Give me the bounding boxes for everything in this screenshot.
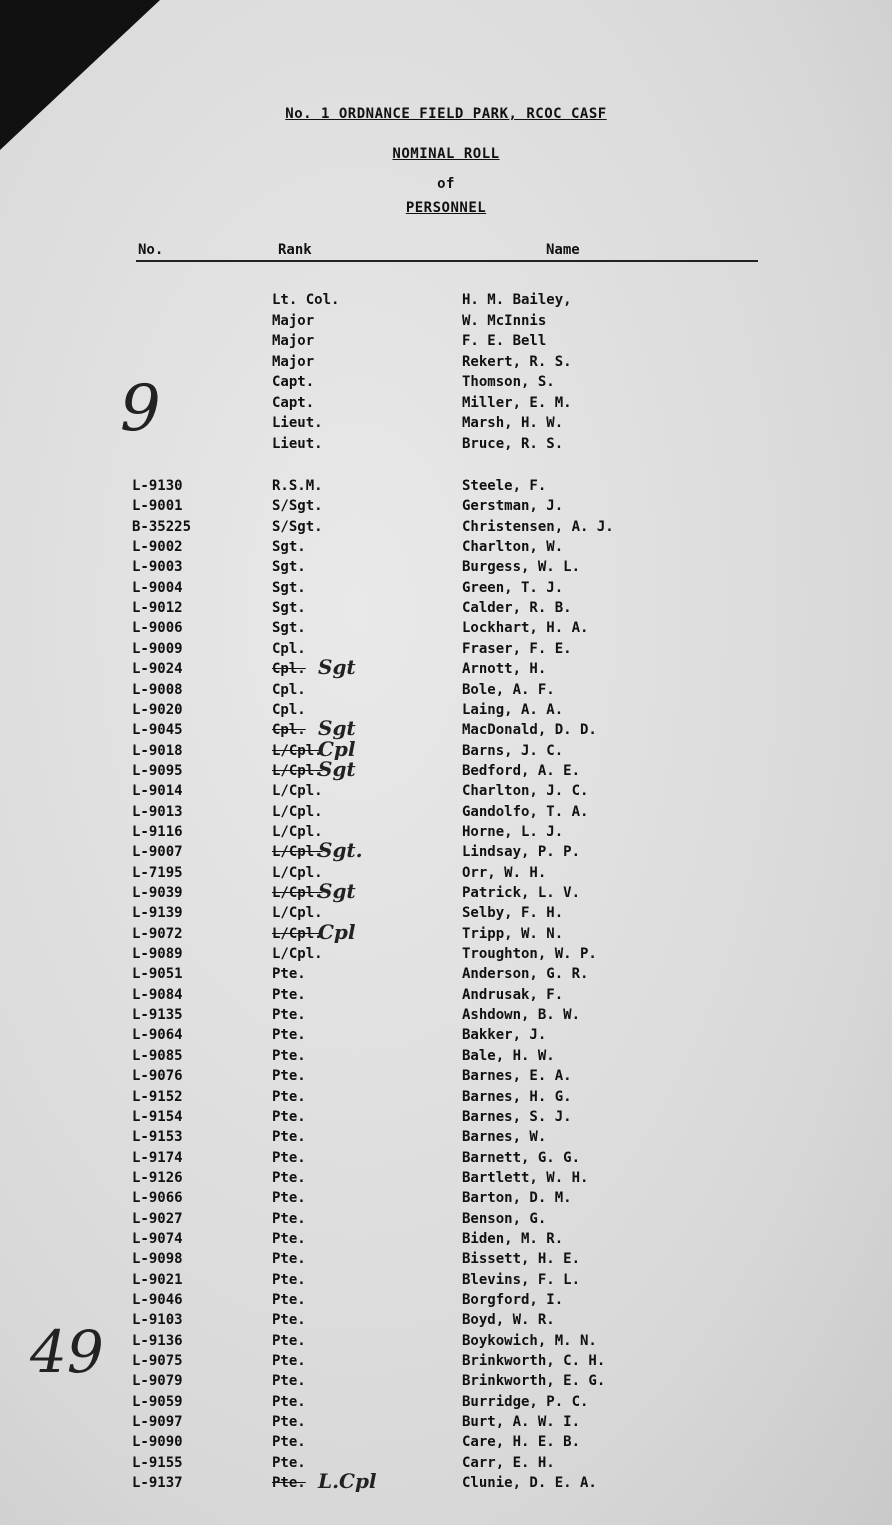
- personnel-row: [0, 1272, 892, 1292]
- service-number-cell: L-9136: [132, 1332, 183, 1349]
- name-cell: Horne, L. J.: [462, 823, 564, 840]
- scan-corner-shadow: [0, 0, 160, 150]
- name-cell: Burgess, W. L.: [462, 559, 581, 576]
- service-number-cell: L-9004: [132, 579, 183, 596]
- roll-subtitle-text: PERSONNEL: [405, 200, 487, 216]
- service-number-cell: L-9095: [132, 762, 183, 779]
- name-cell: Biden, M. R.: [462, 1230, 564, 1247]
- officer-row: [0, 436, 892, 456]
- service-number-cell: L-9014: [132, 783, 183, 800]
- service-number-cell: L-9097: [132, 1414, 183, 1431]
- rank-cell: L/Cpl.: [272, 844, 323, 861]
- rank-cell: Pte.: [272, 1454, 306, 1471]
- personnel-row: [0, 838, 892, 864]
- name-cell: Selby, F. H.: [462, 905, 564, 922]
- rank-cell: Cpl.: [272, 681, 306, 698]
- other-ranks-count-note: 49: [30, 1318, 104, 1386]
- rank-cell: Pte.: [272, 1332, 306, 1349]
- name-cell: Barton, D. M.: [462, 1190, 572, 1207]
- name-cell: Ashdown, B. W.: [462, 1007, 581, 1024]
- name-cell: Burt, A. W. I.: [462, 1414, 581, 1431]
- personnel-row: [0, 1292, 892, 1312]
- officer-row: [0, 292, 892, 312]
- service-number-cell: B-35225: [132, 518, 192, 535]
- rank-cell: Lieut.: [272, 435, 323, 452]
- personnel-row: [0, 865, 892, 885]
- name-cell: Bakker, J.: [462, 1027, 547, 1044]
- rank-cell: Pte.: [272, 1210, 306, 1227]
- service-number-cell: L-9072: [132, 925, 183, 942]
- service-number-cell: L-9076: [132, 1068, 183, 1085]
- rank-cell: Sgt.: [272, 579, 306, 596]
- name-cell: Rekert, R. S.: [462, 353, 572, 370]
- officer-row: [0, 333, 892, 353]
- personnel-row: [0, 1211, 892, 1231]
- rank-cell: L/Cpl.: [272, 864, 323, 881]
- rank-cell: Pte.: [272, 1292, 306, 1308]
- name-cell: Patrick, L. V.: [462, 885, 581, 901]
- column-header-rank: Rank: [278, 242, 312, 258]
- rank-cell: Sgt.: [272, 559, 306, 576]
- name-cell: Thomson, S.: [462, 374, 555, 390]
- personnel-row: [0, 1109, 892, 1129]
- name-cell: Orr, W. H.: [462, 864, 547, 881]
- personnel-row: [0, 478, 892, 498]
- rank-cell: L/Cpl.: [272, 762, 323, 779]
- personnel-row: [0, 1089, 892, 1109]
- name-cell: Barnes, H. G.: [462, 1088, 572, 1105]
- service-number-cell: L-9079: [132, 1373, 183, 1390]
- service-number-cell: L-9064: [132, 1027, 183, 1044]
- rank-cell: L/Cpl.: [272, 803, 323, 820]
- personnel-row: [0, 905, 892, 925]
- personnel-row: [0, 1150, 892, 1170]
- service-number-cell: L-9045: [132, 722, 183, 739]
- service-number-cell: L-9024: [132, 661, 183, 678]
- name-cell: Gandolfo, T. A.: [462, 803, 589, 820]
- service-number-cell: L-9051: [132, 966, 183, 983]
- rank-cell: R.S.M.: [272, 478, 323, 494]
- officer-row: [0, 354, 892, 374]
- service-number-cell: L-9089: [132, 946, 183, 963]
- name-cell: W. McInnis: [462, 312, 547, 329]
- personnel-row: [0, 620, 892, 640]
- personnel-row: [0, 1129, 892, 1149]
- service-number-cell: L-9018: [132, 742, 183, 759]
- rank-cell: Pte.: [272, 1353, 306, 1370]
- rank-cell: Pte.: [272, 1169, 306, 1186]
- service-number-cell: L-9084: [132, 986, 183, 1003]
- personnel-row: [0, 716, 892, 742]
- name-cell: Christensen, A. J.: [462, 518, 614, 535]
- name-cell: Calder, R. B.: [462, 600, 572, 617]
- personnel-row: [0, 1414, 892, 1434]
- rank-cell: Major: [272, 333, 315, 349]
- name-cell: Bartlett, W. H.: [462, 1169, 589, 1186]
- name-cell: Bale, H. W.: [462, 1047, 555, 1064]
- name-cell: Bissett, H. E.: [462, 1251, 581, 1268]
- rank-correction-note: L.Cpl: [318, 1469, 377, 1494]
- service-number-cell: L-9103: [132, 1312, 183, 1329]
- name-cell: Miller, E. M.: [462, 394, 572, 411]
- service-number-cell: L-9059: [132, 1393, 183, 1410]
- officer-row: [0, 313, 892, 333]
- name-cell: Burridge, P. C.: [462, 1393, 589, 1410]
- rank-cell: Pte.: [272, 1190, 306, 1207]
- personnel-row: [0, 1170, 892, 1190]
- rank-cell: Pte.: [272, 1271, 306, 1288]
- rank-correction-note: Cpl: [318, 919, 356, 944]
- service-number-cell: L-9152: [132, 1088, 183, 1105]
- service-number-cell: L-9046: [132, 1292, 183, 1308]
- service-number-cell: L-9137: [132, 1475, 183, 1492]
- rank-cell: Sgt.: [272, 600, 306, 617]
- service-number-cell: L-9116: [132, 823, 183, 840]
- personnel-row: [0, 600, 892, 620]
- rank-cell: L/Cpl.: [272, 905, 323, 922]
- officer-row: [0, 395, 892, 415]
- name-cell: Andrusak, F.: [462, 986, 564, 1003]
- personnel-row: [0, 1312, 892, 1332]
- name-cell: Anderson, G. R.: [462, 966, 589, 983]
- service-number-cell: L-9130: [132, 478, 183, 494]
- name-cell: Charlton, W.: [462, 539, 564, 556]
- service-number-cell: L-9039: [132, 885, 183, 901]
- name-cell: Brinkworth, C. H.: [462, 1353, 606, 1370]
- personnel-row: [0, 946, 892, 966]
- officer-count-note: 9: [120, 372, 161, 446]
- personnel-row: [0, 1353, 892, 1373]
- name-cell: Bole, A. F.: [462, 681, 555, 698]
- rank-cell: Sgt.: [272, 620, 306, 637]
- rank-cell: Pte.: [272, 1373, 306, 1390]
- personnel-row: [0, 1333, 892, 1353]
- name-cell: Laing, A. A.: [462, 701, 564, 718]
- service-number-cell: L-9075: [132, 1353, 183, 1370]
- name-cell: Bedford, A. E.: [462, 762, 581, 779]
- personnel-row: [0, 879, 892, 905]
- of-word: of: [437, 176, 455, 192]
- name-cell: Barnes, E. A.: [462, 1068, 572, 1085]
- personnel-row: [0, 539, 892, 559]
- rank-cell: Pte.: [272, 986, 306, 1003]
- rank-correction-note: Cpl: [318, 736, 356, 761]
- personnel-row: [0, 756, 892, 783]
- service-number-cell: L-9155: [132, 1454, 183, 1471]
- rank-cell: Pte.: [272, 1434, 306, 1451]
- name-cell: Bruce, R. S.: [462, 435, 564, 452]
- service-number-cell: L-9020: [132, 701, 183, 718]
- personnel-row: [0, 1373, 892, 1393]
- personnel-row: [0, 702, 892, 722]
- name-cell: Lindsay, P. P.: [462, 844, 581, 861]
- service-number-cell: L-9135: [132, 1007, 183, 1024]
- personnel-row: [0, 919, 892, 946]
- unit-heading: [0, 106, 892, 122]
- rank-cell: L/Cpl.: [272, 783, 323, 800]
- service-number-cell: L-9008: [132, 681, 183, 698]
- rank-cell: Pte.: [272, 1007, 306, 1024]
- service-number-cell: L-9021: [132, 1271, 183, 1288]
- rank-cell: Sgt.: [272, 539, 306, 556]
- roll-title: [0, 146, 892, 162]
- service-number-cell: L-9007: [132, 844, 183, 861]
- service-number-cell: L-9090: [132, 1434, 183, 1451]
- rank-cell: Lt. Col.: [272, 292, 340, 308]
- personnel-row: [0, 987, 892, 1007]
- personnel-row: [0, 519, 892, 539]
- rank-cell: Pte.: [272, 1312, 306, 1329]
- service-number-cell: L-9139: [132, 905, 183, 922]
- rank-cell: S/Sgt.: [272, 498, 323, 515]
- personnel-row: [0, 824, 892, 844]
- name-cell: Fraser, F. E.: [462, 640, 572, 657]
- rank-cell: Pte.: [272, 1088, 306, 1105]
- column-header-name: Name: [546, 242, 580, 258]
- personnel-row: [0, 1068, 892, 1088]
- rank-cell: Lieut.: [272, 415, 323, 431]
- officer-row: [0, 415, 892, 435]
- rank-cell: L/Cpl.: [272, 742, 323, 759]
- service-number-cell: L-9074: [132, 1230, 183, 1247]
- name-cell: Boyd, W. R.: [462, 1312, 555, 1329]
- service-number-cell: L-9002: [132, 539, 183, 556]
- service-number-cell: L-9098: [132, 1251, 183, 1268]
- name-cell: Brinkworth, E. G.: [462, 1373, 606, 1390]
- roll-title-text: NOMINAL ROLL: [392, 146, 500, 162]
- name-cell: Boykowich, M. N.: [462, 1332, 597, 1349]
- rank-cell: Cpl.: [272, 640, 306, 657]
- personnel-row: [0, 498, 892, 518]
- personnel-row: [0, 580, 892, 600]
- name-cell: Tripp, W. N.: [462, 925, 564, 942]
- service-number-cell: L-7195: [132, 864, 183, 881]
- personnel-row: [0, 1231, 892, 1251]
- rank-cell: L/Cpl.: [272, 946, 323, 963]
- rank-correction-note: Sgt: [318, 716, 356, 741]
- rank-cell: Capt.: [272, 374, 315, 390]
- unit-heading-text: No. 1 ORDNANCE FIELD PARK, RCOC CASF: [285, 106, 607, 122]
- name-cell: Benson, G.: [462, 1210, 547, 1227]
- service-number-cell: L-9027: [132, 1210, 183, 1227]
- name-cell: Blevins, F. L.: [462, 1271, 581, 1288]
- personnel-row: [0, 783, 892, 803]
- rank-cell: Cpl.: [272, 661, 306, 678]
- rank-cell: Pte.: [272, 1475, 306, 1492]
- rank-cell: Capt.: [272, 394, 315, 411]
- rank-cell: Pte.: [272, 1393, 306, 1410]
- header-rule: [136, 260, 758, 262]
- rank-cell: Cpl.: [272, 701, 306, 718]
- personnel-row: [0, 1007, 892, 1027]
- roll-subtitle: [0, 200, 892, 216]
- personnel-row: [0, 1027, 892, 1047]
- rank-cell: Major: [272, 353, 315, 370]
- name-cell: Barnes, S. J.: [462, 1108, 572, 1125]
- service-number-cell: L-9066: [132, 1190, 183, 1207]
- name-cell: Carr, E. H.: [462, 1454, 555, 1471]
- service-number-cell: L-9001: [132, 498, 183, 515]
- personnel-row: [0, 655, 892, 681]
- name-cell: Care, H. E. B.: [462, 1434, 581, 1451]
- rank-cell: Pte.: [272, 966, 306, 983]
- name-cell: Lockhart, H. A.: [462, 620, 589, 637]
- rank-cell: Pte.: [272, 1230, 306, 1247]
- rank-correction-note: Sgt.: [318, 838, 363, 863]
- rank-cell: S/Sgt.: [272, 518, 323, 535]
- rank-cell: Pte.: [272, 1129, 306, 1146]
- name-cell: Green, T. J.: [462, 579, 564, 596]
- rank-cell: Pte.: [272, 1108, 306, 1125]
- rank-cell: Major: [272, 312, 315, 329]
- personnel-row: [0, 736, 892, 763]
- name-cell: Troughton, W. P.: [462, 946, 597, 963]
- personnel-row: [0, 804, 892, 824]
- rank-cell: Pte.: [272, 1414, 306, 1431]
- name-cell: Marsh, H. W.: [462, 415, 564, 431]
- name-cell: Arnott, H.: [462, 661, 547, 678]
- rank-cell: L/Cpl.: [272, 823, 323, 840]
- name-cell: Barnes, W.: [462, 1129, 547, 1146]
- name-cell: Gerstman, J.: [462, 498, 564, 515]
- service-number-cell: L-9174: [132, 1149, 183, 1166]
- personnel-row: [0, 1048, 892, 1068]
- personnel-row: [0, 1251, 892, 1271]
- service-number-cell: L-9153: [132, 1129, 183, 1146]
- personnel-row: [0, 1469, 892, 1495]
- personnel-row: [0, 966, 892, 986]
- rank-cell: L/Cpl.: [272, 925, 323, 942]
- service-number-cell: L-9012: [132, 600, 183, 617]
- service-number-cell: L-9085: [132, 1047, 183, 1064]
- personnel-row: [0, 682, 892, 702]
- rank-cell: Pte.: [272, 1027, 306, 1044]
- service-number-cell: L-9003: [132, 559, 183, 576]
- personnel-row: [0, 1394, 892, 1414]
- column-header-no: No.: [138, 242, 164, 258]
- personnel-row: [0, 1434, 892, 1454]
- personnel-row: [0, 641, 892, 661]
- rank-correction-note: Sgt: [318, 655, 356, 680]
- rank-cell: Pte.: [272, 1047, 306, 1064]
- name-cell: H. M. Bailey,: [462, 292, 572, 308]
- rank-correction-note: Sgt: [318, 879, 356, 903]
- rank-cell: Pte.: [272, 1068, 306, 1085]
- name-cell: F. E. Bell: [462, 333, 547, 349]
- personnel-row: [0, 1190, 892, 1210]
- service-number-cell: L-9154: [132, 1108, 183, 1125]
- service-number-cell: L-9009: [132, 640, 183, 657]
- rank-cell: Pte.: [272, 1251, 306, 1268]
- rank-correction-note: Sgt: [318, 756, 356, 781]
- name-cell: Barns, J. C.: [462, 742, 564, 759]
- personnel-row: [0, 559, 892, 579]
- rank-cell: L/Cpl.: [272, 885, 323, 901]
- name-cell: Borgford, I.: [462, 1292, 564, 1308]
- name-cell: MacDonald, D. D.: [462, 722, 597, 739]
- officer-row: [0, 374, 892, 394]
- name-cell: Charlton, J. C.: [462, 783, 589, 800]
- service-number-cell: L-9006: [132, 620, 183, 637]
- name-cell: Steele, F.: [462, 478, 547, 494]
- rank-cell: Pte.: [272, 1149, 306, 1166]
- service-number-cell: L-9013: [132, 803, 183, 820]
- name-cell: Clunie, D. E. A.: [462, 1475, 597, 1492]
- personnel-row: [0, 1455, 892, 1475]
- name-cell: Barnett, G. G.: [462, 1149, 581, 1166]
- rank-cell: Cpl.: [272, 722, 306, 739]
- service-number-cell: L-9126: [132, 1169, 183, 1186]
